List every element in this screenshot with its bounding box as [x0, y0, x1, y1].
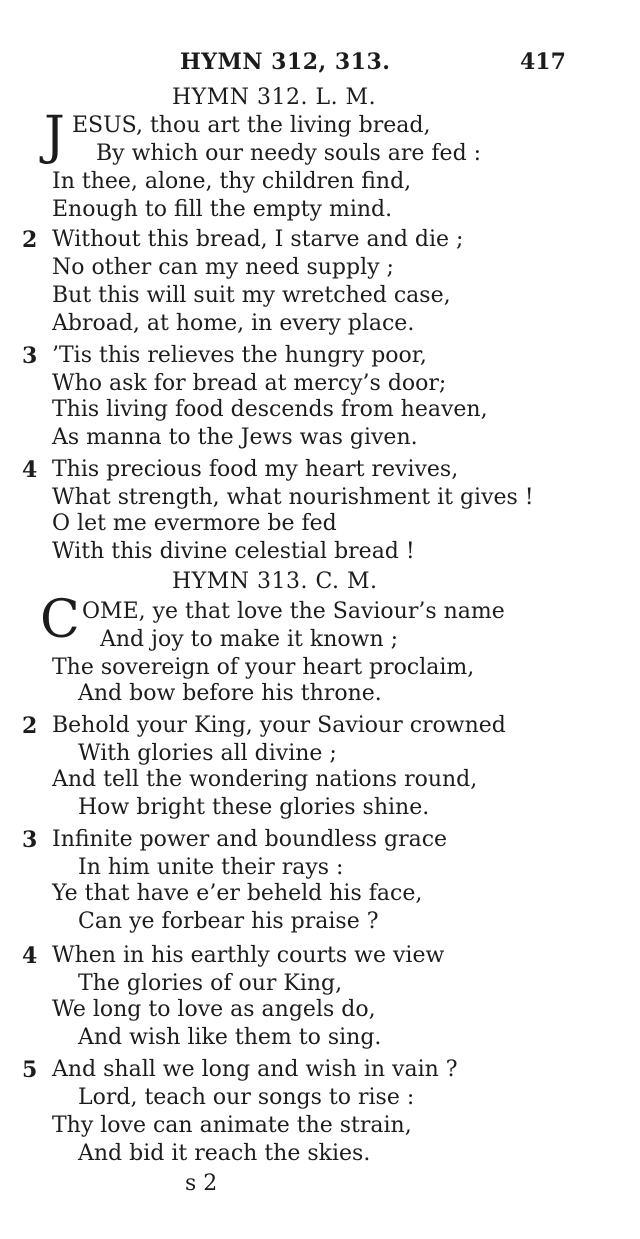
- verse-number: 2: [22, 227, 38, 253]
- hymn-313-title: HYMN 313. C. M.: [172, 569, 378, 594]
- hymn-313-dropcap: C: [40, 590, 80, 650]
- verse-line: We long to love as angels do,: [52, 997, 376, 1022]
- verse-line: In him unite their rays :: [78, 855, 344, 880]
- verse-line: Behold your King, your Saviour crowned: [52, 713, 506, 738]
- verse-line: The sovereign of your heart proclaim,: [52, 655, 475, 680]
- page-header: [0, 46, 640, 78]
- verse-line: OME, ye that love the Saviour’s name: [82, 599, 505, 624]
- verse-line: Enough to fill the empty mind.: [52, 197, 393, 222]
- signature-mark: s 2: [185, 1171, 218, 1196]
- verse-line: ’Tis this relieves the hungry poor,: [52, 343, 427, 368]
- page-number: 417: [520, 49, 566, 75]
- verse-line: Abroad, at home, in every place.: [52, 311, 415, 336]
- verse-line: How bright these glories shine.: [78, 795, 430, 820]
- verse-line: The glories of our King,: [78, 971, 343, 996]
- verse-line: And shall we long and wish in vain ?: [52, 1057, 458, 1082]
- running-title: HYMN 312, 313.: [180, 49, 391, 75]
- verse-line: And tell the wondering nations round,: [52, 767, 478, 792]
- verse-number: 3: [22, 343, 38, 369]
- verse-line: But this will suit my wretched case,: [52, 283, 451, 308]
- verse-line: And wish like them to sing.: [78, 1025, 382, 1050]
- verse-number: 4: [22, 457, 38, 483]
- verse-line: When in his earthly courts we view: [52, 943, 445, 968]
- verse-line: ESUS, thou art the living bread,: [72, 113, 431, 138]
- verse-line: Infinite power and boundless grace: [52, 827, 448, 852]
- hymn-312-title: HYMN 312. L. M.: [172, 85, 377, 110]
- verse-line: This precious food my heart revives,: [52, 457, 459, 482]
- verse-line: Can ye forbear his praise ?: [78, 909, 379, 934]
- verse-line: Who ask for bread at mercy’s door;: [52, 371, 447, 396]
- verse-line: With glories all divine ;: [78, 741, 337, 766]
- verse-line: And joy to make it known ;: [100, 627, 399, 652]
- verse-line: In thee, alone, thy children find,: [52, 169, 412, 194]
- verse-line: This living food descends from heaven,: [52, 397, 488, 422]
- verse-number: 5: [22, 1057, 38, 1083]
- verse-line: And bow before his throne.: [78, 681, 382, 706]
- verse-line: Thy love can animate the strain,: [52, 1113, 412, 1138]
- verse-line: No other can my need supply ;: [52, 255, 394, 280]
- verse-number: 4: [22, 943, 38, 969]
- verse-line: Ye that have e’er beheld his face,: [52, 881, 423, 906]
- verse-line: With this divine celestial bread !: [52, 539, 415, 564]
- verse-line: O let me evermore be fed: [52, 511, 337, 536]
- verse-line: And bid it reach the skies.: [78, 1141, 371, 1166]
- verse-line: Lord, teach our songs to rise :: [78, 1085, 415, 1110]
- verse-number: 2: [22, 713, 38, 739]
- verse-line: As manna to the Jews was given.: [52, 425, 418, 450]
- verse-line: Without this bread, I starve and die ;: [52, 227, 464, 252]
- verse-line: By which our needy souls are fed :: [96, 141, 482, 166]
- verse-line: What strength, what nourishment it gives !: [52, 485, 534, 510]
- hymn-312-dropcap: J: [44, 106, 65, 166]
- verse-number: 3: [22, 827, 38, 853]
